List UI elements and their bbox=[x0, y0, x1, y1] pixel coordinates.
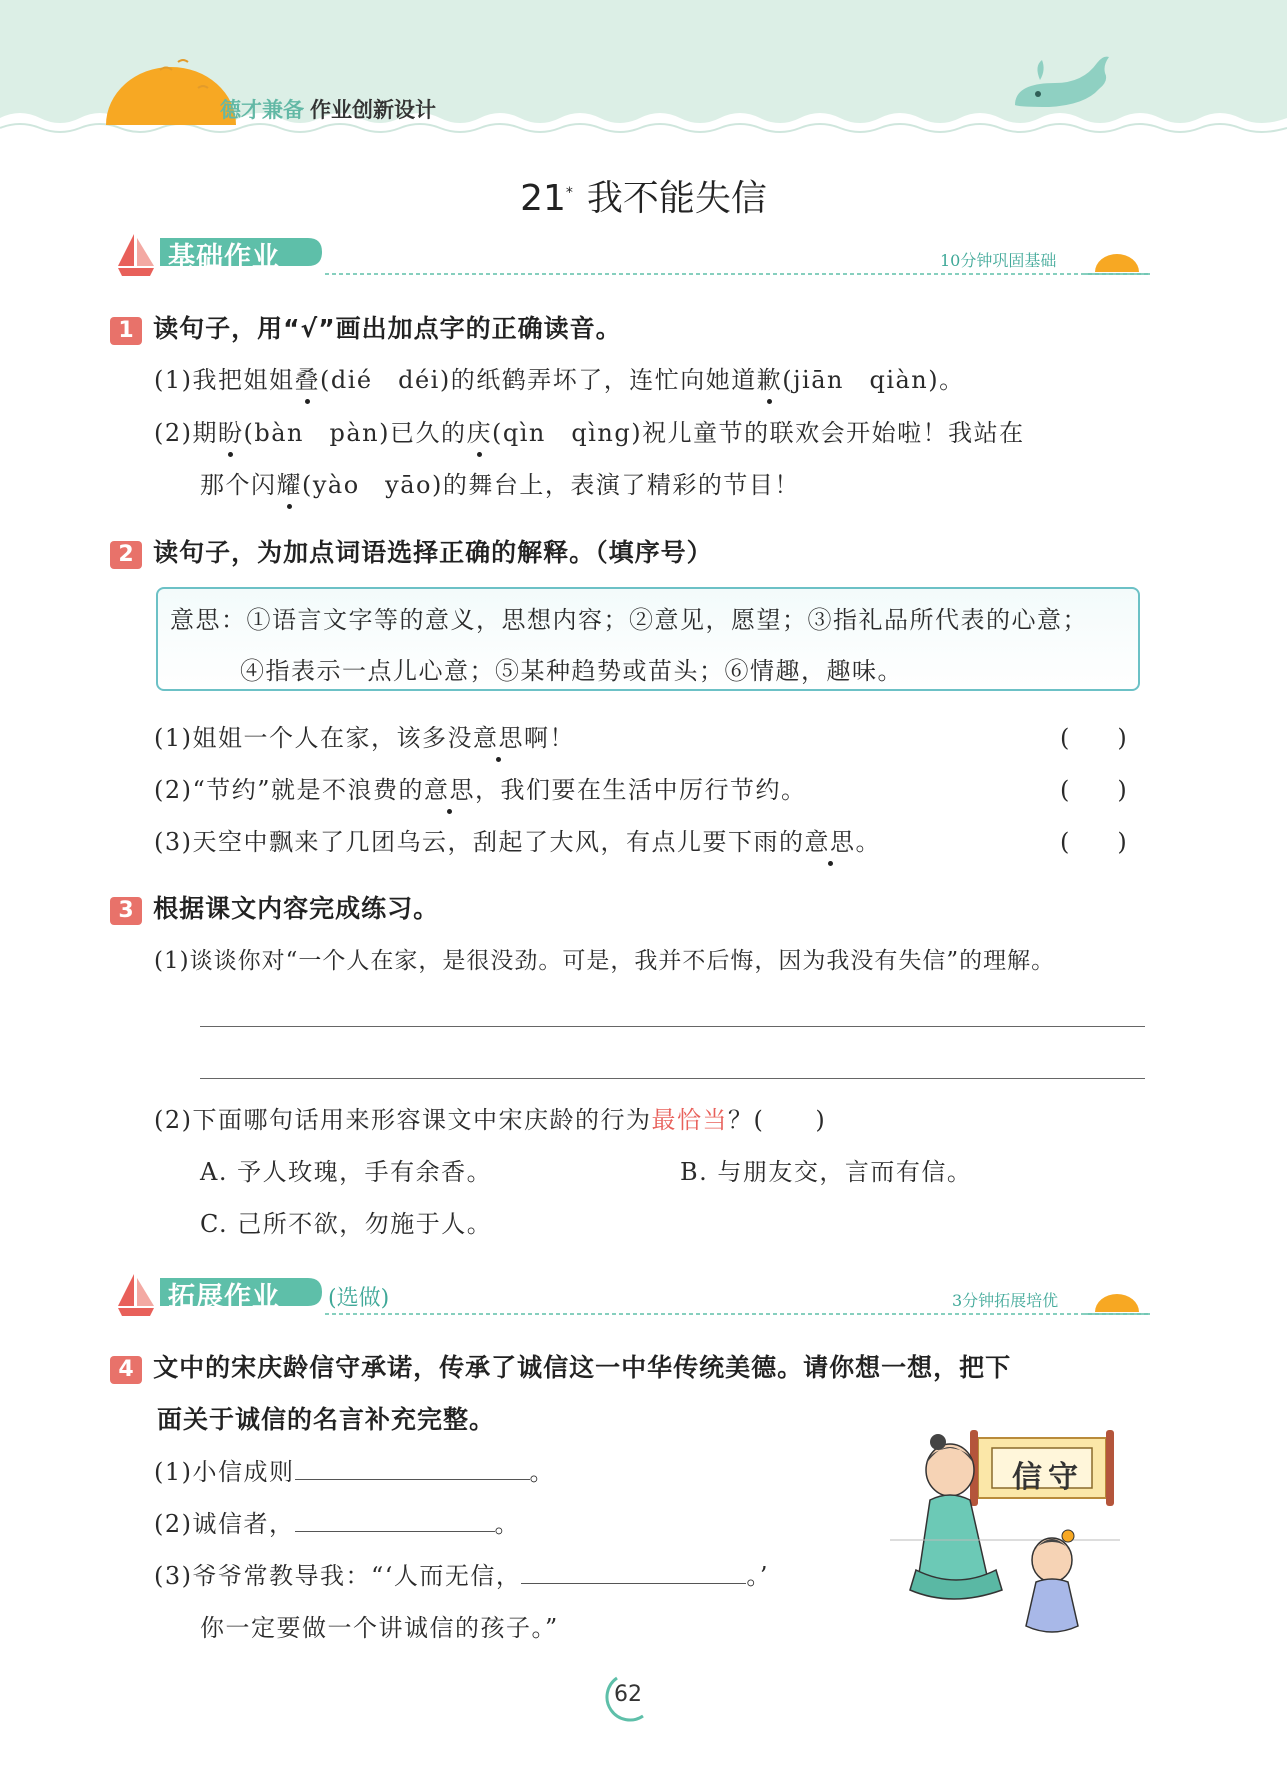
dotted-word: 意思 bbox=[804, 828, 856, 856]
answer-paren[interactable]: ( ) bbox=[1060, 776, 1127, 804]
text: 。 bbox=[494, 1510, 520, 1538]
lesson-star: * bbox=[565, 185, 573, 201]
section-basic-bar bbox=[110, 228, 1150, 278]
section-basic-label: 基础作业 bbox=[168, 242, 280, 273]
brand-accent: 德才兼备 bbox=[220, 98, 304, 122]
question-number: 2 bbox=[110, 541, 142, 569]
question-number: 1 bbox=[110, 317, 142, 345]
answer-paren[interactable]: ( ) bbox=[1060, 724, 1127, 752]
dotted-word: 意思 bbox=[473, 724, 524, 752]
text: (1)姐姐一个人在家，该多没 bbox=[154, 724, 473, 752]
definition-line-1: 意思：①语言文字等的意义，思想内容；②意见，愿望；③指礼品所代表的心意； bbox=[170, 606, 1088, 634]
section-ext-time: 3分钟拓展培优 bbox=[952, 1291, 1059, 1310]
lesson-number: 21 bbox=[520, 178, 566, 219]
text: ，我们要在生活中厉行节约。 bbox=[475, 776, 807, 804]
q4-item-3 bbox=[154, 1556, 769, 1591]
text: (2)期 bbox=[154, 419, 218, 447]
text: (jiān qiàn)。 bbox=[782, 366, 965, 394]
scroll-text: 信守 bbox=[1012, 1460, 1084, 1495]
page-number: 62 bbox=[614, 1682, 642, 1707]
text: (yào yāo)的舞台上，表演了精彩的节目！ bbox=[302, 471, 800, 499]
answer-paren[interactable]: ( ) bbox=[1060, 828, 1127, 856]
section-basic-time: 10分钟巩固基础 bbox=[940, 251, 1057, 270]
question-prompt: 根据课文内容完成练习。 bbox=[153, 894, 440, 923]
text: (bàn pàn)已久的 bbox=[243, 419, 467, 447]
definition-line-2: ④指表示一点儿心意；⑤某种趋势或苗头；⑥情趣，趣味。 bbox=[240, 657, 903, 685]
lesson-title bbox=[0, 170, 1287, 221]
text: 。’ bbox=[746, 1562, 770, 1590]
text: (dié déi)的纸鹤弄坏了，连忙向她道 bbox=[320, 366, 757, 394]
text: (qìn qìng)祝儿童节的联欢会开始啦！我站在 bbox=[491, 419, 1025, 447]
q3-sentence-1: (1)谈谈你对“一个人在家，是很没劲。可是，我并不后悔，因为我没有失信”的理解。 bbox=[154, 948, 1056, 974]
option-a[interactable]: A. 予人玫瑰，手有余香。 bbox=[200, 1158, 493, 1186]
q2-item-1 bbox=[154, 718, 575, 753]
option-c[interactable]: C. 己所不欲，勿施于人。 bbox=[200, 1210, 493, 1238]
fill-blank[interactable] bbox=[521, 1559, 746, 1584]
dotted-char: 庆 bbox=[466, 419, 492, 447]
dotted-char: 盼 bbox=[218, 419, 244, 447]
section-ext-bar bbox=[110, 1268, 1150, 1318]
question-number: 3 bbox=[110, 897, 142, 925]
q2-item-2 bbox=[154, 770, 807, 805]
text: (3)天空中飘来了几团乌云，刮起了大风，有点儿要下雨的 bbox=[154, 828, 805, 856]
text: 啊！ bbox=[524, 724, 575, 752]
text: (2)“节约”就是不浪费的 bbox=[154, 776, 425, 804]
q4-header bbox=[110, 1348, 1011, 1384]
q3-sentence-2 bbox=[154, 1100, 826, 1135]
section-ext-optional: (选做) bbox=[328, 1286, 390, 1311]
question-prompt: 文中的宋庆龄信守承诺，传承了诚信这一中华传统美德。请你想一想，把下 bbox=[153, 1353, 1012, 1382]
text: (3)爷爷常教导我：“‘人而无信， bbox=[154, 1562, 522, 1590]
question-prompt: 读句子，用“√”画出加点字的正确读音。 bbox=[153, 314, 622, 343]
brand-name: 作业创新设计 bbox=[310, 98, 436, 122]
fill-blank[interactable] bbox=[295, 1455, 530, 1480]
option-b[interactable]: B. 与朋友交，言而有信。 bbox=[680, 1158, 973, 1186]
q1-sentence-3 bbox=[200, 465, 800, 500]
dotted-char: 叠 bbox=[294, 366, 320, 394]
q4-item-3-cont: 你一定要做一个讲诚信的孩子。” bbox=[200, 1614, 559, 1642]
lesson-name: 我不能失信 bbox=[586, 178, 767, 219]
dotted-char: 歉 bbox=[756, 366, 783, 394]
text: (2)诚信者， bbox=[154, 1510, 295, 1538]
q2-item-3 bbox=[154, 822, 881, 857]
header-banner bbox=[0, 0, 1287, 150]
fill-blank[interactable] bbox=[295, 1507, 495, 1532]
dotted-word: 意思 bbox=[424, 776, 476, 804]
q4-item-2 bbox=[154, 1504, 520, 1539]
q1-sentence-2 bbox=[154, 413, 1025, 448]
text: ？( ) bbox=[728, 1106, 827, 1134]
q2-header bbox=[110, 533, 713, 569]
question-prompt-cont: 面关于诚信的名言补充完整。 bbox=[157, 1405, 496, 1434]
q4-item-1 bbox=[154, 1452, 555, 1487]
highlight-text: 最恰当 bbox=[651, 1106, 728, 1134]
illustration-teacher-student bbox=[880, 1420, 1140, 1645]
q1-sentence-1 bbox=[154, 360, 965, 395]
text: 。 bbox=[529, 1458, 555, 1486]
q1-header bbox=[110, 309, 622, 345]
text: 。 bbox=[855, 828, 881, 856]
text: (1)小信成则 bbox=[154, 1458, 295, 1486]
question-number: 4 bbox=[110, 1356, 142, 1384]
text: 那个闪 bbox=[200, 471, 277, 499]
answer-line[interactable] bbox=[200, 1078, 1145, 1079]
question-prompt: 读句子，为加点词语选择正确的解释。（填序号） bbox=[153, 538, 713, 567]
text: (2)下面哪句话用来形容课文中宋庆龄的行为 bbox=[154, 1106, 652, 1134]
q3-header bbox=[110, 889, 439, 925]
text: (1)我把姐姐 bbox=[154, 366, 295, 394]
section-ext-label: 拓展作业 bbox=[168, 1282, 280, 1313]
brand-title bbox=[220, 94, 436, 124]
answer-line[interactable] bbox=[200, 1026, 1145, 1027]
dotted-char: 耀 bbox=[276, 471, 302, 499]
